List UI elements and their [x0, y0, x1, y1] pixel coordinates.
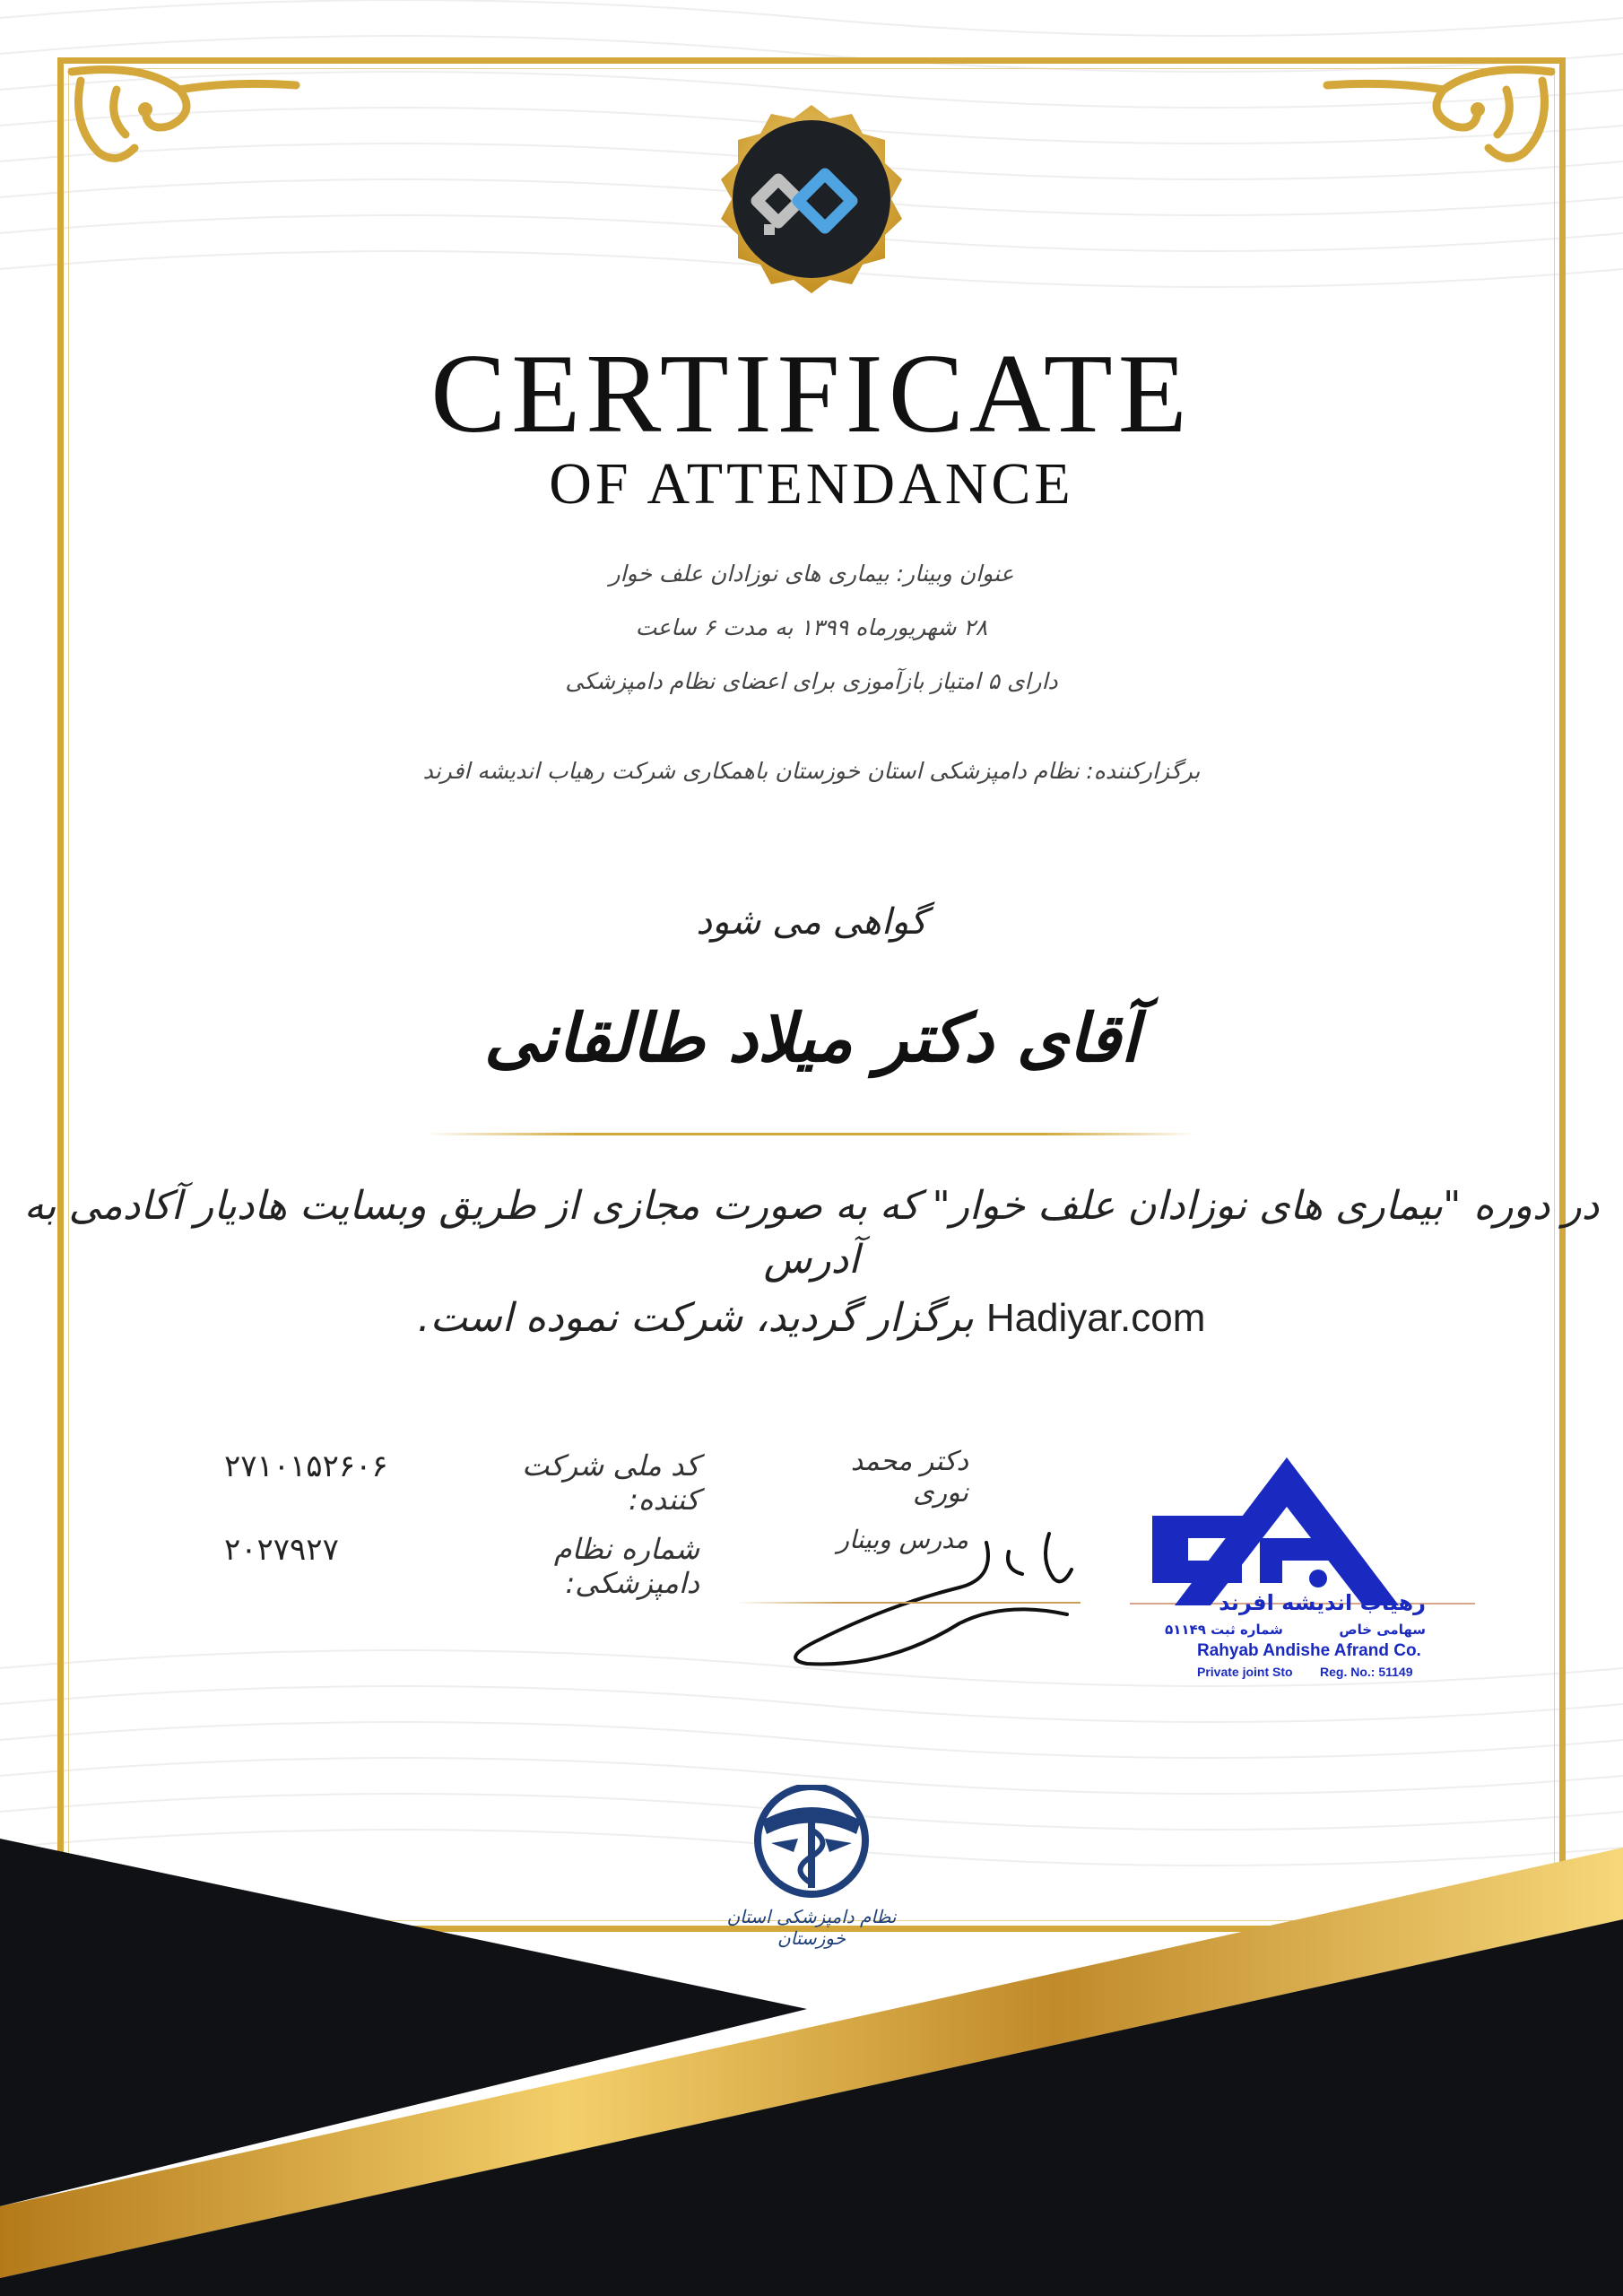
footer-emblem-caption: نظام دامپزشکی استان خوزستان — [726, 1906, 897, 1949]
stamp-reg-en: Reg. No.: 51149 — [1320, 1665, 1413, 1679]
body-line-2 — [0, 1292, 1623, 1345]
certificate-subtitle: OF ATTENDANCE — [549, 451, 1074, 517]
stamp-type-en: Private joint Sto — [1197, 1665, 1293, 1679]
vet-number-label: شماره نظام دامپزشکی: — [553, 1532, 699, 1600]
webinar-title: عنوان وبینار: بیماری های نوزادان علف خوار — [609, 561, 1014, 587]
stamp-reg-fa: شماره ثبت ۵۱۱۴۹ — [1165, 1622, 1283, 1638]
corner-ornament-left-icon — [63, 63, 305, 170]
national-code-value: ۲۷۱۰۱۵۲۶۰۶ — [224, 1448, 388, 1484]
vet-number-value: ۲۰۲۷۹۲۷ — [224, 1532, 339, 1568]
body-line-1: در دوره "بیماری های نوزادان علف خوار" که به صورت مجازی از طریق وبسایت هادیار آکادمی به آدرس — [23, 1183, 1600, 1283]
webinar-credits: دارای ۵ امتیاز بازآموزی برای اعضای نظام دامپزشکی — [565, 668, 1058, 694]
recipient-name: آقای دکتر میلاد طالقانی — [483, 1000, 1140, 1077]
instructor-name: دکتر محمد نوری — [850, 1446, 968, 1509]
top-seal-logo — [699, 100, 924, 316]
body-line-2-text: برگزار گردید، شرکت نموده است. — [417, 1295, 974, 1341]
stamp-company-fa: رهیاب اندیشه افرند — [1219, 1590, 1426, 1615]
footer-emblem-icon — [744, 1785, 879, 1901]
instructor-signature — [780, 1516, 1085, 1668]
webinar-organizer: برگزارکننده: نظام دامپزشکی استان خوزستان باهمکاری شرکت رهیاب اندیشه افرند — [422, 758, 1201, 784]
stamp-type-fa: سهامی خاص — [1339, 1622, 1426, 1638]
instructor-role: مدرس وبینار — [837, 1525, 968, 1554]
certificate-title: CERTIFICATE — [430, 332, 1193, 457]
name-underline — [426, 1133, 1197, 1135]
stamp-company-en: Rahyab Andishe Afrand Co. — [1197, 1641, 1421, 1660]
certify-text: گواهی می شود — [696, 901, 927, 943]
national-code-label: کد ملی شرکت کننده: — [522, 1448, 699, 1517]
webinar-date: ۲۸ شهریورماه ۱۳۹۹ به مدت ۶ ساعت — [635, 614, 988, 640]
website-link: Hadiyar.com — [985, 1296, 1206, 1340]
corner-ornament-right-icon — [1318, 63, 1560, 170]
signature-line — [735, 1602, 1081, 1604]
